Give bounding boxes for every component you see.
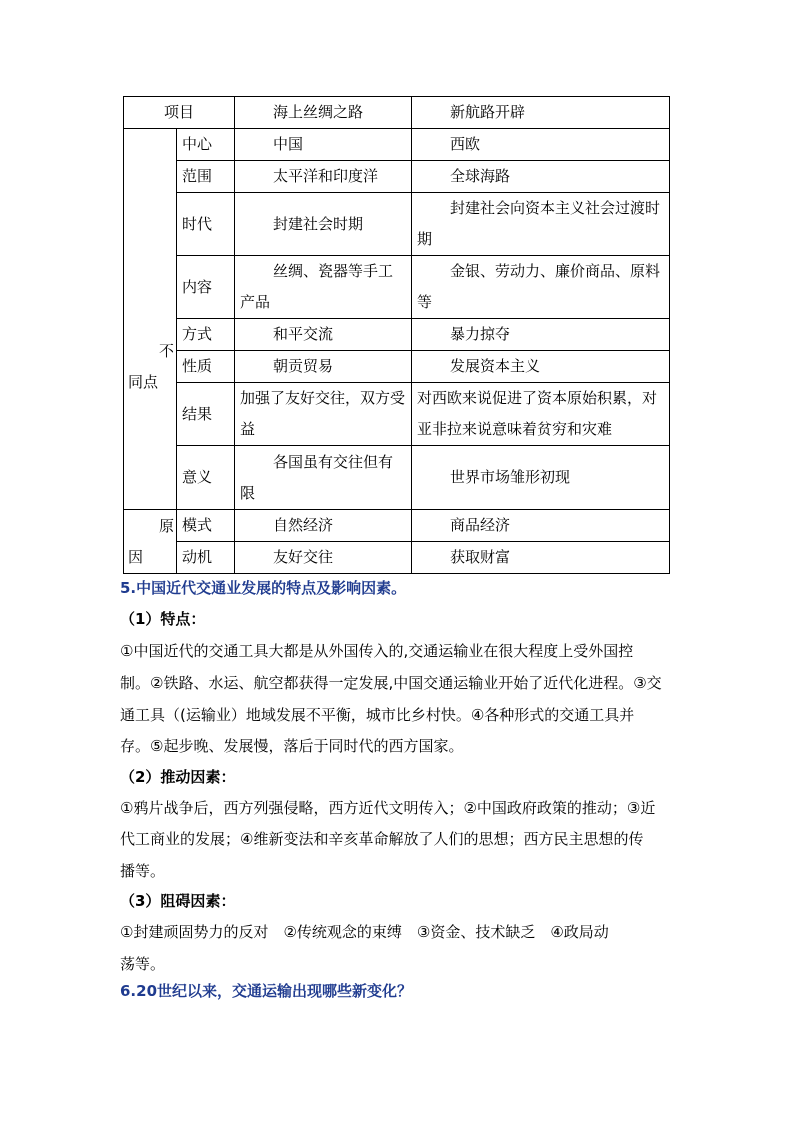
row-route: 商品经济 — [412, 510, 670, 542]
table-header-row — [124, 97, 670, 129]
group-reason-label-a: 原 — [158, 516, 174, 535]
row-silk: 加强了友好交往，双方受益 — [235, 383, 412, 446]
section5-p1-line3: 通工具（(运输业）地域发展不平衡，城市比乡村快。④各种形式的交通工具并 — [120, 706, 635, 724]
section5-p1-line2: 制。②铁路、水运、航空都获得一定发展,中国交通运输业开始了近代化进程。③交 — [120, 674, 662, 692]
row-route: 封建社会向资本主义社会过渡时期 — [412, 193, 670, 256]
row-item: 中心 — [177, 129, 235, 161]
table-row — [124, 542, 670, 574]
section5-p2-line2: 代工商业的发展；④维新变法和辛亥革命解放了人们的思想；西方民主思想的传 — [120, 830, 644, 848]
row-route: 发展资本主义 — [412, 351, 670, 383]
section5-p1-line1: ①中国近代的交通工具大都是从外国传入的,交通运输业在很大程度上受外国控 — [120, 642, 634, 660]
row-item: 方式 — [177, 319, 235, 351]
row-route: 暴力掠夺 — [412, 319, 670, 351]
row-route: 对西欧来说促进了资本原始积累，对亚非拉来说意味着贫穷和灾难 — [412, 383, 670, 446]
header-silk-road: 海上丝绸之路 — [235, 97, 412, 129]
table-row — [124, 446, 670, 510]
row-item: 意义 — [177, 446, 235, 510]
header-item: 项目 — [124, 97, 235, 129]
table-row — [124, 256, 670, 319]
row-silk: 丝绸、瓷器等手工产品 — [235, 256, 412, 319]
row-silk: 友好交往 — [235, 542, 412, 574]
row-item: 动机 — [177, 542, 235, 574]
row-item: 结果 — [177, 383, 235, 446]
table-row — [124, 351, 670, 383]
row-route: 世界市场雏形初现 — [412, 446, 670, 510]
row-item: 内容 — [177, 256, 235, 319]
row-silk: 中国 — [235, 129, 412, 161]
row-item: 时代 — [177, 193, 235, 256]
group-reason-label-b: 因 — [128, 547, 144, 566]
table-row — [124, 319, 670, 351]
section5-p2-line1: ①鸦片战争后，西方列强侵略，西方近代文明传入；②中国政府政策的推动；③近 — [120, 799, 656, 817]
section5-sub1: （1）特点： — [120, 610, 206, 628]
group-reason-cell — [124, 510, 177, 574]
row-item: 性质 — [177, 351, 235, 383]
row-silk: 太平洋和印度洋 — [235, 161, 412, 193]
table-row — [124, 383, 670, 446]
section5-sub3: （3）阻碍因素： — [120, 892, 236, 910]
row-item: 范围 — [177, 161, 235, 193]
row-route: 获取财富 — [412, 542, 670, 574]
group-diff-cell — [124, 129, 177, 510]
row-silk: 朝贡贸易 — [235, 351, 412, 383]
section5-p3-line2: 荡等。 — [120, 955, 166, 973]
section6-heading: 6.20世纪以来，交通运输出现哪些新变化？ — [120, 982, 413, 1000]
row-silk: 封建社会时期 — [235, 193, 412, 256]
section5-p1-line4: 存。⑤起步晚、发展慢，落后于同时代的西方国家。 — [120, 737, 464, 755]
row-silk: 和平交流 — [235, 319, 412, 351]
row-silk: 各国虽有交往但有限 — [235, 446, 412, 510]
header-new-route: 新航路开辟 — [412, 97, 670, 129]
group-diff-label-a: 不 — [158, 342, 174, 360]
row-route: 西欧 — [412, 129, 670, 161]
table-row — [124, 129, 670, 161]
group-diff-label-b: 同点 — [128, 373, 159, 391]
row-route: 全球海路 — [412, 161, 670, 193]
row-item: 模式 — [177, 510, 235, 542]
section5-heading: 5.中国近代交通业发展的特点及影响因素。 — [120, 579, 407, 597]
row-route: 金银、劳动力、廉价商品、原料等 — [412, 256, 670, 319]
section5-p3-line1: ①封建顽固势力的反对 ②传统观念的束缚 ③资金、技术缺乏 ④政局动 — [120, 923, 609, 941]
table-row — [124, 510, 670, 542]
comparison-table — [123, 96, 670, 574]
section5-sub2: （2）推动因素： — [120, 768, 236, 786]
table-row — [124, 161, 670, 193]
row-silk: 自然经济 — [235, 510, 412, 542]
table-row — [124, 193, 670, 256]
section5-p2-line3: 播等。 — [120, 862, 166, 880]
